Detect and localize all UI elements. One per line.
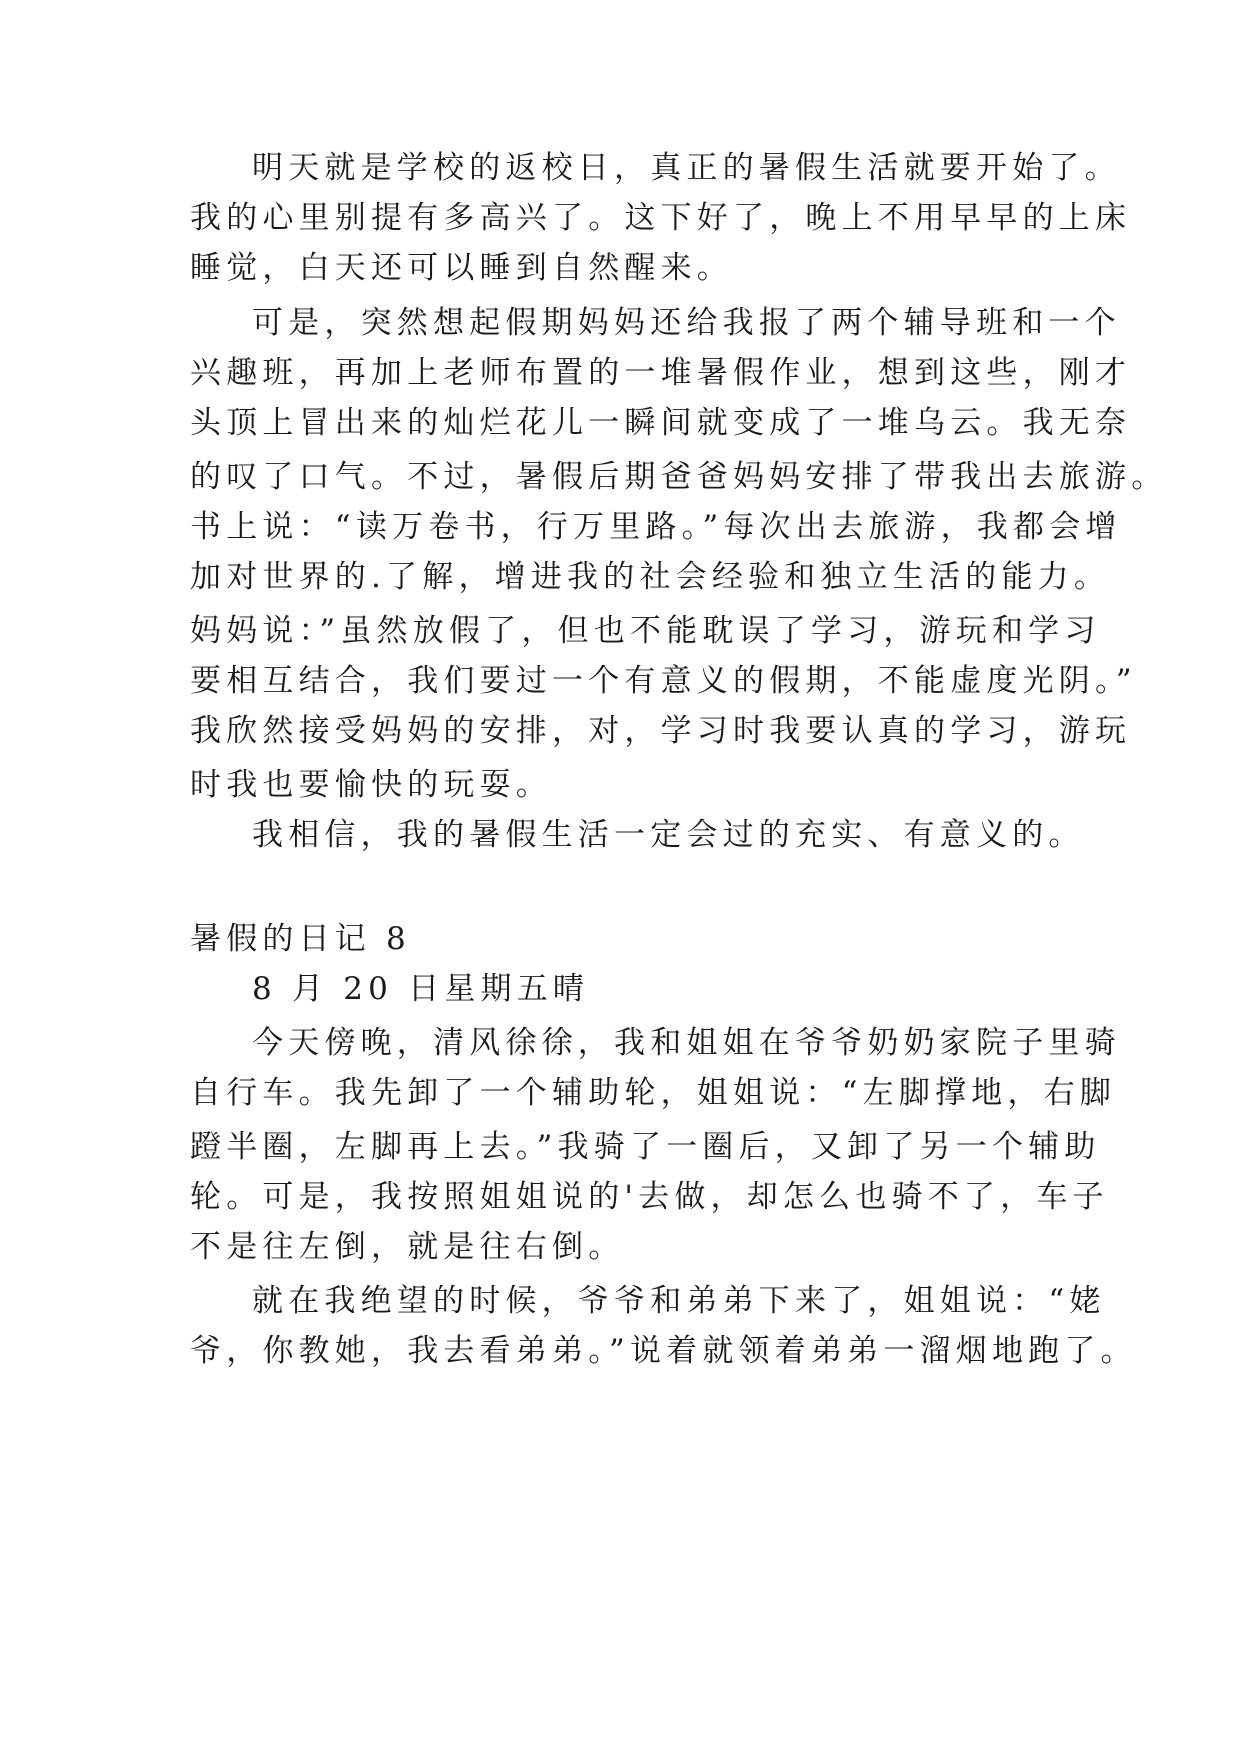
paragraph-line: 我欣然接受妈妈的安排，对，学习时我要认真的学习，游玩 [190, 713, 1132, 749]
diary-date: 8 月 20 日星期五晴 [252, 971, 590, 1007]
paragraph-line: 兴趣班，再加上老师布置的一堆暑假作业，想到这些，刚才 [190, 355, 1132, 391]
paragraph-line: 今天傍晚，清风徐徐，我和姐姐在爷爷奶奶家院子里骑 [252, 1025, 1121, 1061]
paragraph-line: 睡觉，白天还可以睡到自然醒来。 [190, 250, 733, 286]
paragraph-line: 不是往左倒，就是往右倒。 [190, 1229, 625, 1265]
paragraph-line: 爷，你教她，我去看弟弟。”说着就领着弟弟一溜烟地跑了。 [190, 1333, 1137, 1369]
paragraph-line: 加对世界的.了解，增进我的社会经验和独立生活的能力。 [190, 559, 1111, 595]
paragraph-line: 时我也要愉快的玩耍。 [190, 767, 552, 803]
paragraph-line: 蹬半圈，左脚再上去。”我骑了一圈后，又卸了另一个辅助 [190, 1129, 1101, 1165]
paragraph-line: 明天就是学校的返校日，真正的暑假生活就要开始了。 [252, 150, 1121, 186]
paragraph-line: 的叹了口气。不过，暑假后期爸爸妈妈安排了带我出去旅游。 [190, 459, 1168, 495]
paragraph-line: 轮。可是，我按照姐姐说的'去做，却怎么也骑不了，车子 [190, 1179, 1109, 1215]
section-heading: 暑假的日记 8 [190, 921, 411, 957]
paragraph-line: 自行车。我先卸了一个辅助轮，姐姐说：“左脚撑地，右脚 [190, 1075, 1117, 1111]
paragraph-line: 书上说：“读万卷书，行万里路。”每次出去旅游，我都会增 [190, 509, 1122, 545]
paragraph-line: 头顶上冒出来的灿烂花儿一瞬间就变成了一堆乌云。我无奈 [190, 405, 1132, 441]
paragraph-line: 我相信，我的暑假生活一定会过的充实、有意义的。 [252, 817, 1085, 853]
paragraph-line: 要相互结合，我们要过一个有意义的假期，不能虚度光阴。” [190, 663, 1137, 699]
paragraph-line: 妈妈说：”虽然放假了，但也不能耽误了学习，游玩和学习 [190, 613, 1101, 649]
paragraph-line: 就在我绝望的时候，爷爷和弟弟下来了，姐姐说：“姥 [252, 1283, 1106, 1319]
paragraph-line: 我的心里别提有多高兴了。这下好了，晚上不用早早的上床 [190, 200, 1132, 236]
paragraph-line: 可是，突然想起假期妈妈还给我报了两个辅导班和一个 [252, 305, 1121, 341]
